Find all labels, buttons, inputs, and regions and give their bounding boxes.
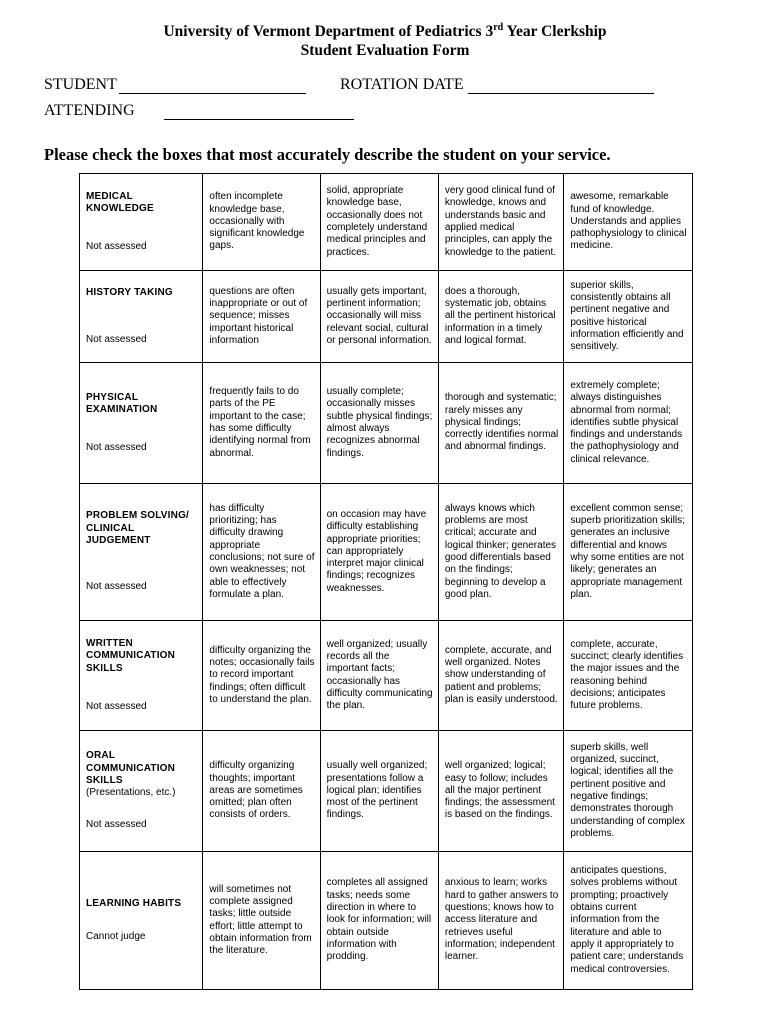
form-title (0, 22, 770, 60)
category-cell (80, 174, 203, 271)
category-cell (80, 271, 203, 363)
category-name: WRITTEN COMMUNICATION SKILLS (86, 637, 176, 674)
rating-cell[interactable]: completes all assigned tasks; needs some direction in where to look for information; will obtain outside information with prodding. (320, 852, 438, 990)
rating-cell[interactable]: often incomplete knowledge base, occasionally with significant knowledge gaps. (203, 174, 320, 271)
category-name: ORAL COMMUNICATION SKILLS (86, 750, 176, 786)
cannot-judge-option[interactable]: Cannot judge (86, 930, 146, 942)
row-learning-habits (80, 852, 693, 990)
not-assessed-option[interactable]: Not assessed (86, 819, 147, 831)
rating-cell[interactable]: well organized; usually records all the important facts; occasionally has difficulty communicating the plan. (320, 621, 438, 731)
not-assessed-option[interactable]: Not assessed (86, 241, 147, 253)
rating-cell[interactable]: solid, appropriate knowledge base, occasionally does not completely understand medical principles and practices. (320, 174, 438, 271)
rating-cell[interactable]: usually gets important, pertinent information; occasionally will miss relevant social, cultural or personal information. (320, 271, 438, 363)
rating-cell[interactable]: will sometimes not complete assigned tasks; little outside effort; little attempt to obtain information from the literature. (203, 852, 320, 990)
rating-cell[interactable]: superior skills, consistently obtains all pertinent negative and positive historical information efficiently and sensitively. (564, 271, 693, 363)
category-cell (80, 484, 203, 621)
category-cell (80, 852, 203, 990)
rating-cell[interactable]: usually complete; occasionally misses subtle physical findings; almost always recognizes abnormal findings. (320, 363, 438, 484)
attending-label: ATTENDING (44, 102, 135, 119)
rating-cell[interactable]: superb skills, well organized, succinct, logical; identifies all the pertinent positive and negative findings; demonstrates thorough understanding of complex problems. (564, 731, 693, 852)
not-assessed-option[interactable]: Not assessed (86, 333, 147, 345)
rating-cell[interactable]: awesome, remarkable fund of knowledge. Understands and applies pathophysiology to clinical medicine. (564, 174, 693, 271)
title-line-1: University of Vermont Department of Pediatrics 3rd Year Clerkship (163, 22, 607, 40)
student-field[interactable] (119, 93, 306, 94)
category-cell (80, 621, 203, 731)
category-name: PROBLEM SOLVING/ CLINICAL JUDGEMENT (86, 510, 190, 546)
rating-cell[interactable]: difficulty organizing thoughts; important areas are sometimes omitted; plan often consists of orders. (203, 731, 320, 852)
rating-cell[interactable]: thorough and systematic; rarely misses any physical findings; correctly identifies normal and abnormal findings. (438, 363, 564, 484)
rating-cell[interactable]: complete, accurate, and well organized. Notes show understanding of patient and problems; plan is easily understood. (438, 621, 564, 731)
rotation-date-field[interactable] (468, 93, 654, 94)
row-medical-knowledge (80, 174, 693, 271)
not-assessed-option[interactable]: Not assessed (86, 442, 147, 454)
category-cell (80, 363, 203, 484)
category-name: LEARNING HABITS (86, 898, 182, 910)
row-history-taking (80, 271, 693, 363)
student-label: STUDENT (44, 76, 117, 93)
category-subtitle: (Presentations, etc.) (86, 787, 176, 799)
row-written-communication (80, 621, 693, 731)
not-assessed-option[interactable]: Not assessed (86, 700, 147, 712)
rating-cell[interactable]: anticipates questions, solves problems without prompting; proactively obtains current information from the literature and able to apply it appropriately to patient care; understands medical controversies. (564, 852, 693, 990)
rating-cell[interactable]: questions are often inappropriate or out of sequence; misses important historical information (203, 271, 320, 363)
category-name: MEDICAL KNOWLEDGE (86, 190, 154, 214)
rating-cell[interactable]: very good clinical fund of knowledge, knows and understands basic and applied medical principles, can apply the knowledge to the patient. (438, 174, 564, 271)
attending-field[interactable] (164, 119, 354, 120)
rating-cell[interactable]: excellent common sense; superb prioritization skills; generates an inclusive differential and knows why some entities are not likely; generates an appropriate management plan. (564, 484, 693, 621)
rating-cell[interactable]: on occasion may have difficulty establishing appropriate priorities; can appropriately interpret major clinical findings; recognizes weaknesses. (320, 484, 438, 621)
row-physical-examination (80, 363, 693, 484)
category-cell (80, 731, 203, 852)
rating-cell[interactable]: anxious to learn; works hard to gather answers to questions; knows how to access literature and retrieves useful information; independent learner. (438, 852, 564, 990)
not-assessed-option[interactable]: Not assessed (86, 581, 147, 593)
evaluation-table (79, 173, 693, 990)
rating-cell[interactable]: complete, accurate, succinct; clearly identifies the major issues and the reasoning behind decisions; anticipates future problems. (564, 621, 693, 731)
rating-cell[interactable]: has difficulty prioritizing; has difficulty drawing appropriate conclusions; not sure of own weaknesses; not able to effectively formulate a plan. (203, 484, 320, 621)
row-oral-communication (80, 731, 693, 852)
rating-cell[interactable]: extremely complete; always distinguishes abnormal from normal; identifies subtle physical findings and understands the pathophysiology and clinical relevance. (564, 363, 693, 484)
category-name: HISTORY TAKING (86, 287, 173, 299)
rating-cell[interactable]: frequently fails to do parts of the PE important to the case; has some difficulty identifying normal from abnormal. (203, 363, 320, 484)
rotation-date-label: ROTATION DATE (340, 76, 464, 93)
rating-cell[interactable]: well organized; logical; easy to follow; includes all the major pertinent findings; the assessment is based on the findings. (438, 731, 564, 852)
title-line-2: Student Evaluation Form (300, 42, 470, 59)
rating-cell[interactable]: does a thorough, systematic job, obtains all the pertinent historical information in a timely and logical format. (438, 271, 564, 363)
instructions: Please check the boxes that most accurately describe the student on your service. (44, 145, 611, 164)
rating-cell[interactable]: usually well organized; presentations follow a logical plan; identifies most of the pertinent findings. (320, 731, 438, 852)
rating-cell[interactable]: difficulty organizing the notes; occasionally fails to record important findings; often difficult to understand the plan. (203, 621, 320, 731)
rating-cell[interactable]: always knows which problems are most critical; accurate and logical thinker; generates good differentials based on the findings; beginning to develop a good plan. (438, 484, 564, 621)
category-name: PHYSICAL EXAMINATION (86, 391, 158, 415)
row-problem-solving (80, 484, 693, 621)
